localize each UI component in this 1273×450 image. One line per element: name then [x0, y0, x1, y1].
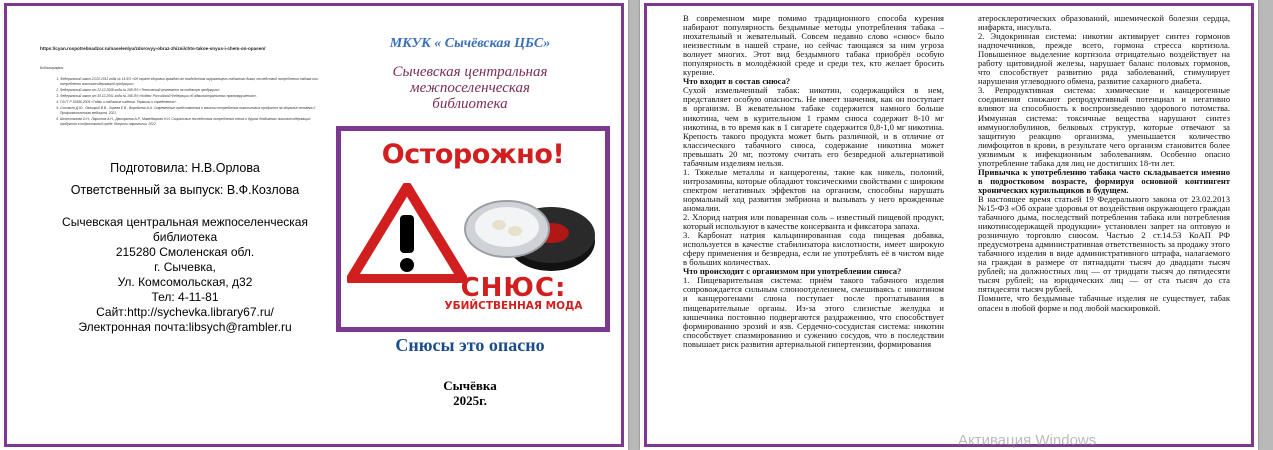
article-column-1: [683, 14, 944, 349]
article-paragraph: атеросклеротических образований, ишемической болезни сердца, инфаркта, инсульта.: [978, 13, 1230, 33]
windows-activation-watermark: Активация Windows: [958, 432, 1097, 449]
bibliography-item: 5. Соловьев Д.Ю., Лавицкий В.В., Хорева Е.В., Воробьева А.А. Современные представления о влиянии потребления никотиновых продуктов на здоровье человека // Профилактическая медицина. 2021.: [60, 106, 325, 116]
bibliography: [40, 66, 325, 128]
frame-border-right: [621, 3, 624, 447]
article-paragraph: 2. Эндокринная система: никотин активирует синтез гормонов надпочечников, прежде всего, гормона стресса кортизола. Повышенное выделение кортизола отрицательно воздействует на работу щитовидной железы, нарушает баланс половых гормонов, что способствует развитию ряда заболеваний, стимулирует нарушения углеводного обмена, развитие сахарного диабета.: [978, 31, 1230, 87]
address-line: г. Сычевка,: [154, 260, 216, 274]
library-name-line: библиотека: [432, 96, 508, 112]
contact-address: [55, 215, 315, 335]
source-url: https://cyan.rospotrebnadzor.ru/naselenlyu/zdorovyy-obraz-zhizni/chto-takoe-snyus-i-chem-on-opasen/: [40, 46, 266, 51]
article-paragraph: В настоящее время статьей 19 Федерального закона от 23.02.2013 №15-ФЗ «Об охране здоровья от воздействия окружающего граждан табачного дыма, последствий потребления табака или потребления никотинсодержащей продукции» установлен запрет на оптовую и розничную торговлю снюсом. Частью 2 ст.14.53 КоАП РФ предусмотрена административная ответственность за продажу этого табачного изделия в виде административного штрафа, налагаемого на граждан в размере от пятнадцати тысяч до двадцати тысяч рублей; на должностных лиц — от тридцати тысяч до пятидесяти тысяч рублей; на юридических лиц — от ста тысяч до ста пятидесяти тысяч рублей.: [978, 193, 1230, 295]
org-title: МКУК « Сычёвская ЦБС»: [389, 36, 551, 51]
bibliography-item: 6. Шестопалова О.Н., Ларионов А.Н., Дмитриева А.Р., Мамедзарова Н.И. Социальные последствия потребления снюса и других бездымных никотинсодержащих продуктов в подростковой среде. Вопросы наркологии. 2022.: [60, 117, 325, 127]
address-line: 215280 Смоленская обл.: [115, 245, 255, 259]
frame-border-left: [644, 3, 647, 447]
snus-tin-icon: [459, 189, 599, 279]
frame-border-top: [4, 3, 624, 6]
frame-border-top: [644, 3, 1254, 6]
article-paragraph: В современном мире помимо традиционного способа курения набирают популярность бездымные методы употребления табака – нюхательный и жевательный. Совсем недавно слово «снюс» было неизвестным в нашей стране, но сейчас тающаяся за ним угроза волнует многих. Этот вид бездымного табака приобрёл особую популярность в молодёжной среде и среди тех, кто желает бросить курение.: [683, 13, 944, 78]
bibliography-item: 2. Федеральный закон от 22.12.2008 года № 268-ФЗ «Технический регламент на табачную продукцию».: [60, 88, 325, 93]
article-paragraph: Сухой измельченный табак: никотин, содержащийся в нем, представляет особую опасность. Не имеет значения, как он поступает в организм. В жевательном табаке содержится намного больше никотина, чем в курительном 1 грамм снюса содержит 8-10 мг никотина, в то время как в 1 сигарете содержится 0,8-1,0 мг никотина. Крепость такого продукта может быть различной, и в отличие от классического табачного снюса, содержание никотина может превышать 20 мг, поэтому считать его безвредной альтернативой табачным изделиям нельзя.: [683, 85, 944, 168]
article-heading: Привычка к употреблению табака часто складывается именно в подростковом возрасте, формируя основной контингент хронических курильщиков в будущем.: [978, 166, 1230, 195]
frame-border-bottom: [4, 444, 624, 447]
cover-subtitle: Снюсы это опасно: [395, 335, 545, 355]
address-line: Тел: 4-11-81: [151, 290, 219, 304]
warning-triangle-icon: [347, 183, 467, 283]
article-paragraph: 3. Репродуктивная система: химические и канцерогенные соединения снижают репродуктивный потенциал и негативно влияют на способность к воспроизведению здорового потомства. Иммунная система: токсичные вещества нарушают синтез иммуноглобулинов, белковых структур, которые отвечают за защитную реакцию организма, уменьшается количество лимфоцитов в крови, в результате чего организм становится более уязвимым к инфекционным заболеваниям. Особенно опасно употребление табака для лиц не достигших 18-ти лет.: [978, 85, 1230, 168]
article-heading: Что происходит с организмом при употреблении снюса?: [683, 266, 902, 277]
article-paragraph: 2. Хлорид натрия или поваренная соль – известный пищевой продукт, который используют в качестве консерванта и фиксатора запаха.: [683, 212, 944, 232]
bibliography-heading: Библиография:: [40, 66, 64, 70]
address-line: Сычевская центральная межпоселенческая: [62, 215, 308, 229]
city: Сычёвка: [443, 378, 497, 393]
cover-image: [336, 126, 610, 332]
banner-title: [426, 273, 601, 312]
library-name: [375, 64, 565, 112]
bibliography-item: 3. Федеральный закон от 30.12.2001 года № 195-ФЗ «Кодекс Российской Федерации об административных правонарушениях».: [60, 94, 325, 99]
address-line: Ул. Комсомольская, д32: [117, 275, 253, 289]
prepared-by: Подготовила: Н.В.Орлова: [110, 161, 260, 175]
banner-main-text: СНЮС:: [460, 273, 567, 303]
website-line: Сайт:http://sychevka.library67.ru/: [96, 305, 274, 319]
banner-sub-text: УБИЙСТВЕННАЯ МОДА: [444, 300, 583, 312]
frame-border-bottom: [644, 444, 1254, 447]
frame-border-right: [1251, 3, 1254, 447]
article-heading: Что входит в состав снюса?: [683, 76, 791, 87]
year: 2025г.: [453, 393, 487, 408]
frame-border-left: [4, 3, 7, 447]
library-name-line: межпоселенческая: [410, 80, 530, 96]
email-line: Электронная почта:libsych@rambler.ru: [78, 320, 292, 334]
article-paragraph: 3. Карбонат натрия кальцинированная сода пищевая добавка, используется в качестве стабилизатора кислотности, имеет широкую сферу применения и безвредна, если не употреблять её в чистом виде в больших количествах.: [683, 230, 944, 268]
banner-warning-text: Осторожно!: [381, 139, 565, 170]
responsible-editor: Ответственный за выпуск: В.Ф.Козлова: [70, 183, 300, 197]
article-column-2: [978, 14, 1230, 313]
article-paragraph: 1. Тяжелые металлы и канцерогены, такие как никель, полоний, нитрозамины, которые обладают токсическими свойствами с широким спектром негативных эффектов на организм, способны нарушать нормальный ход развития эмбриона и вызывать у него врожденные аномалии.: [683, 166, 944, 213]
article-paragraph: Помните, что бездымные табачные изделия не существует, табак опасен в любой форме и под любой маскировкой.: [978, 293, 1230, 313]
article-paragraph: 1. Пищеварительная система: приём такого табачного изделия сопровождается сильным слюноотделением, смешиваясь с никотином и канцерогенами слюна поступает после проглатывания в пищеварительные органы. Из-за этого слизистые желудка и кишечника постоянно подвергаются раздражению, что способствует формированию эрозий и язв. Сердечно-сосудистая система: никотин способствует спазмированию и сужению сосудов, что в последствии повышает риск развития артериальной гипертензии, формирования: [683, 275, 944, 349]
bibliography-item: 4. ГОСТ Р 53485-2009 «Табак и табачные изделия. Термины и определения».: [60, 100, 325, 105]
bibliography-item: 1. Федеральный закон 23.02.2013 года № 15-ФЗ «Об охране здоровья граждан от воздействия окружающего табачного дыма, последствий потребления табака или потребления никотинсодержащей продукции».: [60, 77, 325, 87]
library-name-line: Сычевская центральная: [392, 64, 548, 80]
city-year: [395, 378, 545, 408]
address-line: библиотека: [152, 230, 218, 244]
